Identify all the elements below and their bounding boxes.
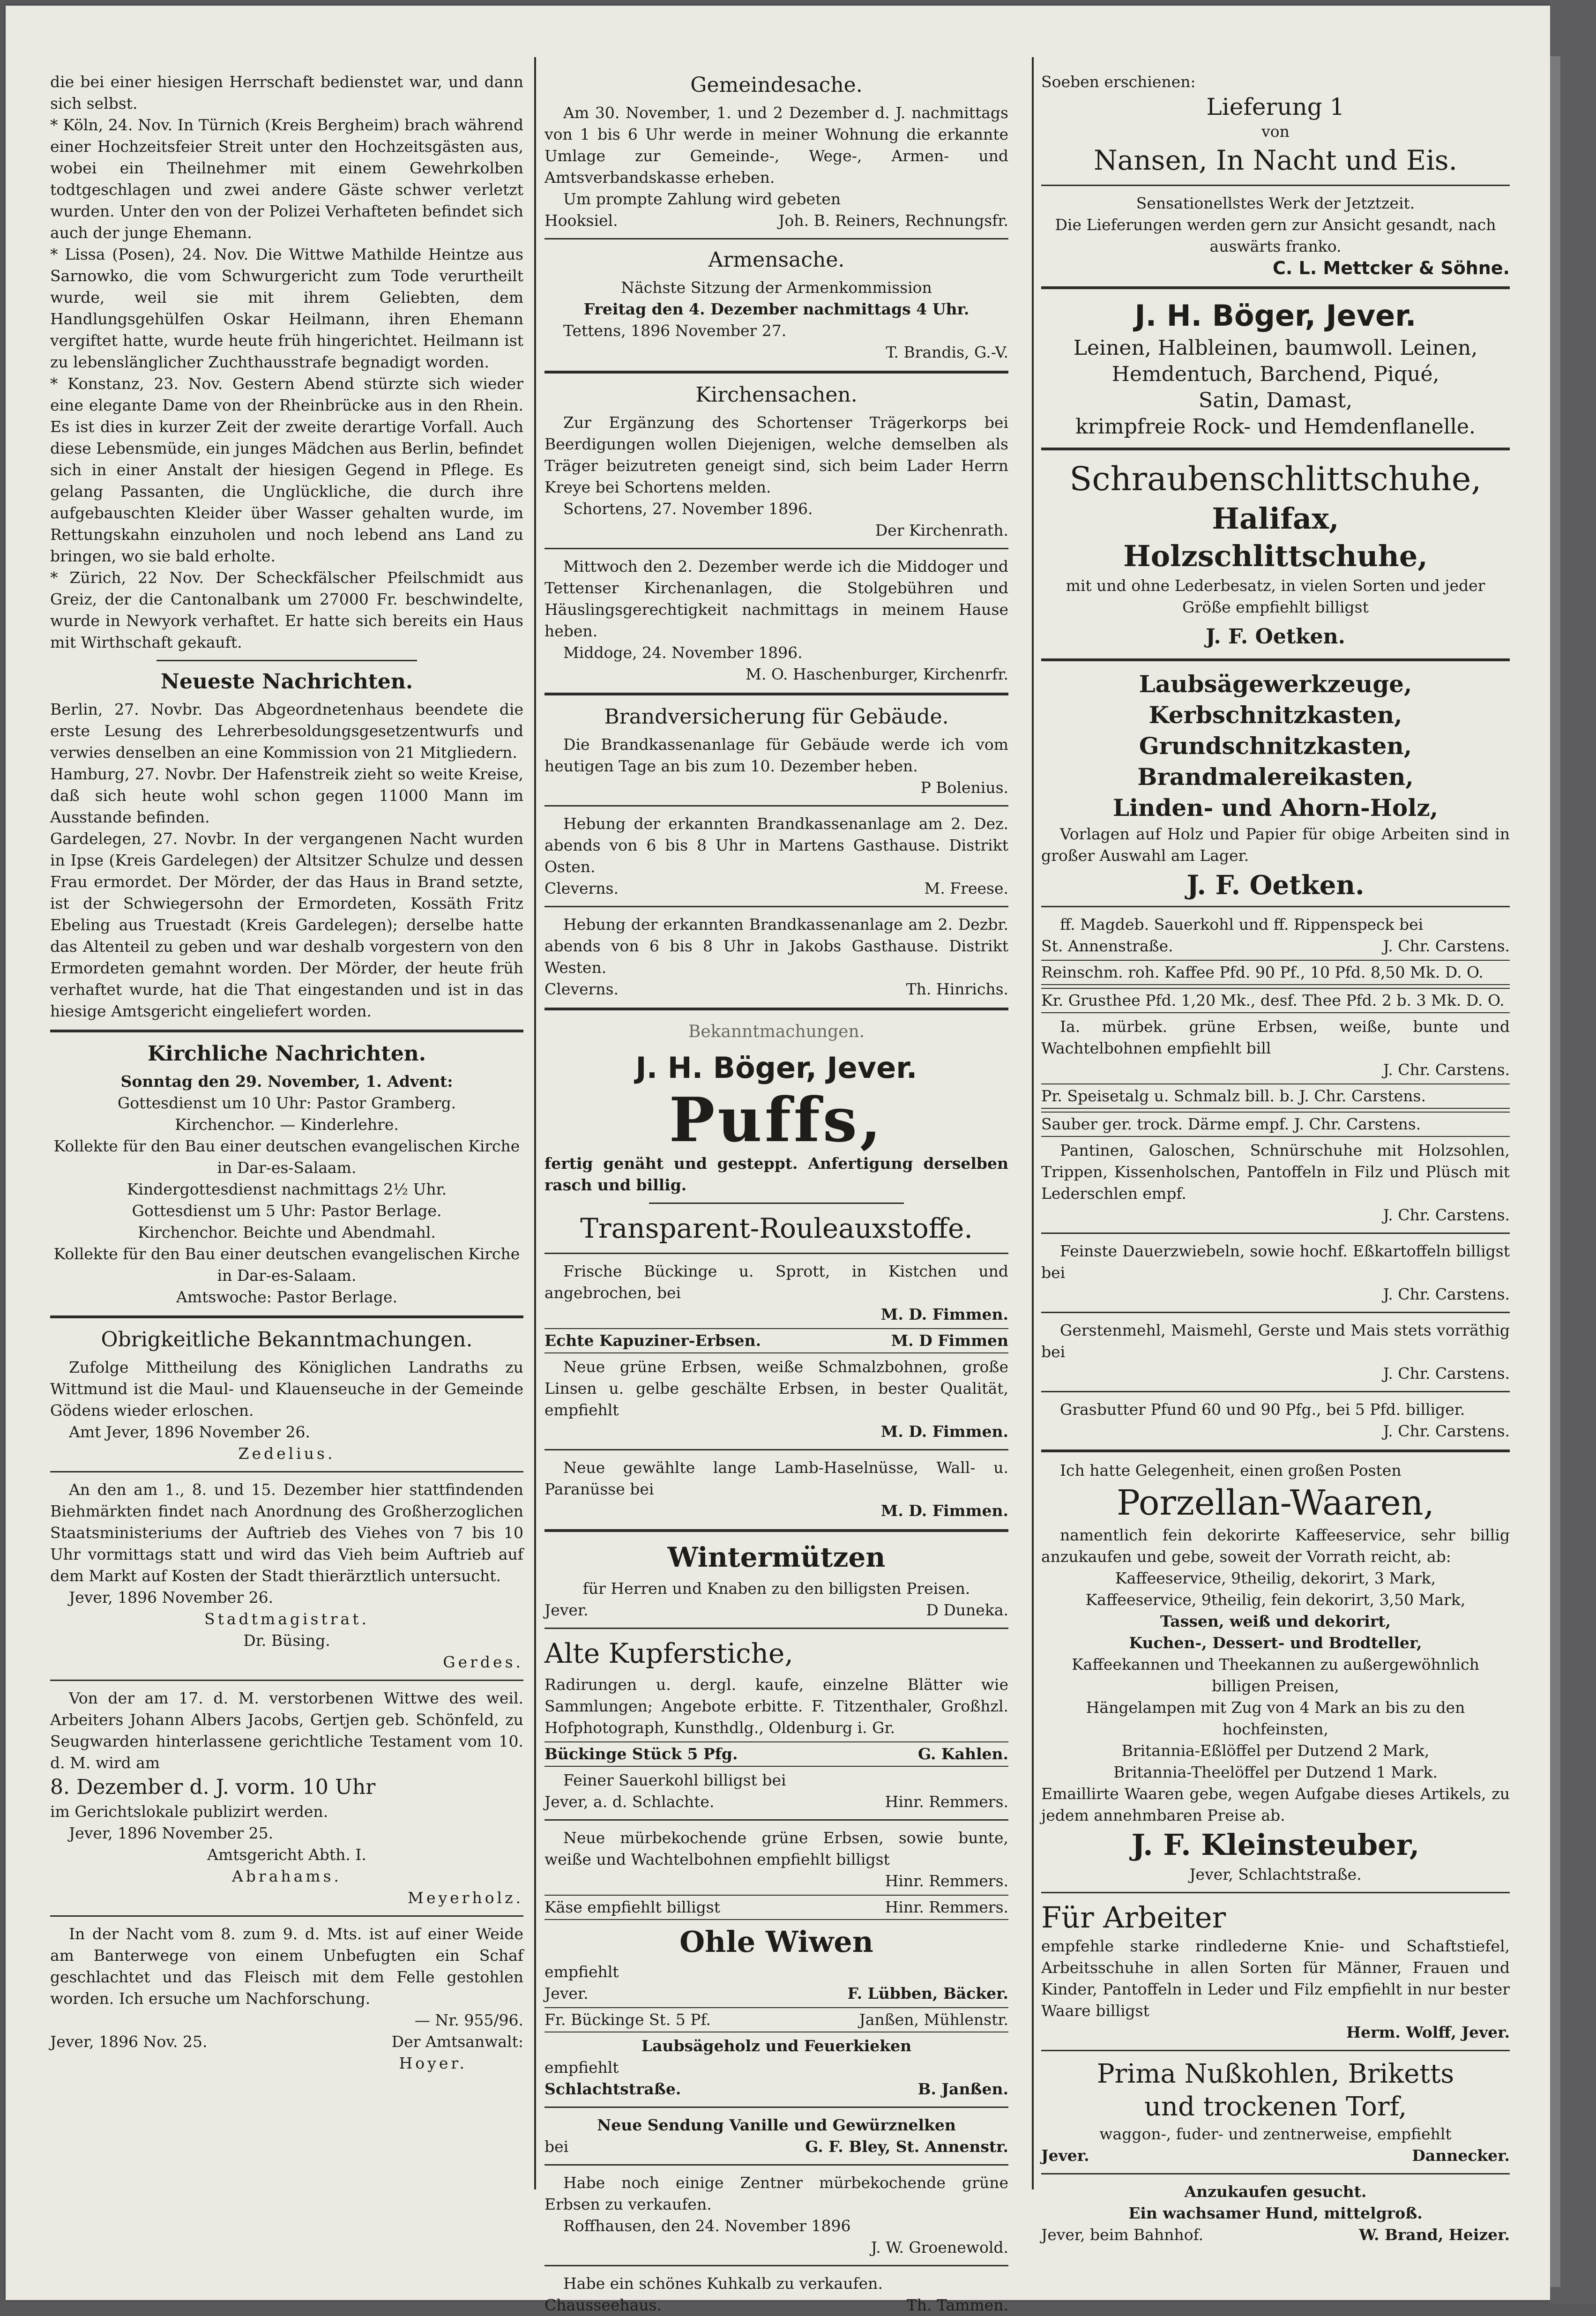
ad-place: Jever, beim Bahnhof. — [1041, 2226, 1204, 2244]
news-item: Hamburg, 27. Novbr. Der Hafenstreik zieht so weite Kreise, daß sich heute wohl schon gegen 11000 Mann im Ausstande befinden. — [50, 765, 523, 826]
ad-footer — [1041, 2224, 1510, 2246]
ad-text: Frische Bückinge u. Sprott, in Kistchen und angebrochen, bei — [544, 1262, 1008, 1302]
divider — [50, 1680, 523, 1681]
notice-signature: Dr. Büsing. — [243, 1631, 330, 1650]
notice-footer — [544, 878, 1008, 899]
ad-signature: J. F. Kleinsteuber, — [1131, 1828, 1420, 1862]
price-item: Kuchen-, Dessert- und Brodteller, — [1129, 1634, 1422, 1652]
ad-text: Sensationellstes Werk der Jetztzeit. — [1136, 194, 1415, 212]
ad-signature: F. Lübben, Bäcker. — [847, 1984, 1008, 2002]
ad-signature: J. Chr. Carstens. — [1383, 1364, 1510, 1382]
ad-text: Pr. Speisetalg u. Schmalz bill. b. J. Chr. Carstens. — [1041, 1083, 1510, 1109]
ad-place: Jever, a. d. Schlachte. — [544, 1793, 715, 1811]
ad-signature: Th. Tammen. — [906, 2296, 1008, 2314]
ad-signature: Hinr. Remmers. — [885, 1872, 1008, 1890]
ad-row — [544, 1895, 1008, 1920]
ad-text: ff. Magdeb. Sauerkohl und ff. Rippenspeck bei — [1060, 915, 1424, 934]
divider — [544, 2265, 1008, 2266]
notice-emphasis: Freitag den 4. Dezember nachmittags 4 Uhr. — [583, 300, 970, 318]
divider — [1041, 906, 1510, 907]
notice-text: Nächste Sitzung der Armenkommission — [621, 278, 932, 297]
divider — [1041, 448, 1510, 450]
ad-date: Roffhausen, den 24. November 1896 — [563, 2217, 851, 2235]
ad-text: waggon-, fuder- und zentnerweise, empfiehlt — [1099, 2125, 1452, 2143]
ad-text: Habe noch einige Zentner mürbekochende grüne Erbsen zu verkaufen. — [544, 2174, 1008, 2213]
price-item: Britannia-Theelöffel per Dutzend 1 Mark. — [1113, 1763, 1438, 1781]
ad-text: Radirungen u. dergl. kaufe, einzelne Blätter wie Sammlungen; Angebote erbitte. F. Titzenthaler, Großhzl. Hofphotograph, Kunsthdlg., Oldenburg i. Gr. — [544, 1675, 1008, 1737]
divider — [544, 238, 1008, 239]
ad-text: Gerstenmehl, Maismehl, Gerste und Mais stets vorräthig bei — [1041, 1321, 1510, 1361]
ad-headline: Laubsägeholz und Feuerkieken — [641, 2037, 912, 2055]
divider — [544, 693, 1008, 695]
divider — [544, 2164, 1008, 2166]
divider — [544, 1449, 1008, 1450]
church-line: Gottesdienst um 10 Uhr: Pastor Gramberg. — [117, 1094, 456, 1112]
notice-text: im Gerichtslokale publizirt werden. — [50, 1802, 328, 1821]
notice-signature: Joh. B. Reiners, Rechnungsfr. — [778, 211, 1008, 230]
notice-signature: Th. Hinrichs. — [906, 980, 1008, 998]
ad-text: Neue mürbekochende grüne Erbsen, sowie bunte, weiße und Wachtelbohnen empfiehlt billigst — [544, 1829, 1008, 1868]
ad-text: Käse empfiehlt billigst — [544, 1898, 720, 1916]
ad-text: Die Lieferungen werden gern zur Ansicht gesandt, nach auswärts franko. — [1055, 216, 1496, 255]
ad-place: Chausseehaus. — [544, 2296, 662, 2314]
divider — [1041, 1449, 1510, 1452]
ad-text: Neue Sendung Vanille und Gewürznelken — [597, 2116, 956, 2134]
ad-text: Ein wachsamer Hund, mittelgroß. — [1128, 2204, 1423, 2222]
notice-place: Cleverns. — [544, 879, 619, 897]
divider — [544, 906, 1008, 907]
notice-signature: Zedelius. — [238, 1444, 336, 1463]
ad-place: Jever. — [1041, 2146, 1089, 2165]
ad-headline: Grundschnitzkasten, — [1139, 732, 1412, 760]
advertiser-name: J. H. Böger, Jever. — [1134, 299, 1417, 333]
ad-signature: M. D Fimmen — [891, 1331, 1008, 1350]
section-heading: Kirchliche Nachrichten. — [147, 1042, 426, 1066]
ad-row — [544, 1328, 1008, 1353]
ad-text: Vorlagen auf Holz und Papier für obige Arbeiten sind in großer Auswahl am Lager. — [1041, 825, 1510, 865]
notice-date: Amt Jever, 1896 November 26. — [69, 1423, 311, 1441]
divider — [544, 2107, 1008, 2108]
ad-signature: Herm. Wolff, Jever. — [1346, 2023, 1510, 2041]
notice-footer — [544, 210, 1008, 232]
price-item: Britannia-Eßlöffel per Dutzend 2 Mark, — [1121, 1741, 1430, 1760]
ad-signature: D Duneka. — [926, 1601, 1008, 1619]
ad-text: Neue grüne Erbsen, weiße Schmalzbohnen, große Linsen u. gelbe geschälte Erbsen, in bester Qualität, empfiehlt — [544, 1358, 1008, 1419]
ad-headline: Holzschlittschuhe, — [1123, 539, 1428, 573]
divider — [1041, 1391, 1510, 1392]
divider — [50, 1471, 523, 1472]
ad-signature: B. Janßen. — [917, 2080, 1008, 2098]
notice-date: Middoge, 24. November 1896. — [563, 643, 803, 662]
ad-signature: J. Chr. Carstens. — [1383, 1285, 1510, 1303]
ad-signature: J. W. Groenewold. — [871, 2238, 1008, 2256]
ad-signature: Dannecker. — [1412, 2146, 1510, 2165]
church-line: Kirchenchor. — Kinderlehre. — [175, 1115, 399, 1134]
notice-authority: Der Amtsanwalt: — [391, 2032, 523, 2051]
ad-text: bei — [544, 2137, 569, 2156]
ad-text: Feinste Dauerzwiebeln, sowie hochf. Eßkartoffeln billigst bei — [1041, 1242, 1510, 1282]
notice-text: Zur Ergänzung des Schortenser Trägerkorps bei Beerdigungen wollen Diejenigen, welche demselben als Träger beizutreten geneigt sind, sich beim Lader Herrn Kreye bei Schortens melden. — [544, 413, 1008, 496]
divider — [544, 1008, 1008, 1010]
divider — [544, 548, 1008, 549]
ad-signature: J. F. Oetken. — [1206, 625, 1345, 649]
notice-text: Am 30. November, 1. und 2 Dezember d. J. nachmittags von 1 bis 6 Uhr werde in meiner Wohnung die erkannte Umlage zur Gemeinde-, Wege-, Armen- und Amtsverbandskasse erheben. — [544, 104, 1008, 187]
notice-signature: Meyerholz. — [408, 1889, 523, 1907]
column-1 — [50, 71, 523, 2274]
news-item: Gardelegen, 27. Novbr. In der vergangenen Nacht wurden in Ipse (Kreis Gardelegen) der Altsitzer Schulze und dessen Frau ermordet. Der Mörder, der das Haus in Brand setzte, ist der Schwiegersohn der Ermordeten, Kossäth Fritz Ebeling aus Truestadt (Kreis Gardelegen); derselbe hatte das Altenteil zu geben und war deshalb vorgestern von den Ermordeten gemahnt worden. Der Mörder, der heute früh verhaftet wurde, hat die That eingestanden und ist in das hiesige Amtsgericht eingeliefert worden. — [50, 829, 523, 1020]
divider — [1041, 2173, 1510, 2174]
ad-footer — [544, 2078, 1008, 2100]
notice-signature: Der Kirchenrath. — [875, 521, 1008, 539]
price-item: Kaffeeservice, 9theilig, dekorirt, 3 Mark, — [1115, 1569, 1436, 1587]
divider — [544, 1628, 1008, 1629]
notice-signature: Gerdes. — [443, 1653, 523, 1671]
news-item: die bei einer hiesigen Herrschaft bedienstet war, und dann sich selbst. — [50, 73, 523, 112]
notice-footer — [50, 2031, 523, 2053]
section-heading: Brandversicherung für Gebäude. — [604, 705, 949, 729]
church-line: Amtswoche: Pastor Berlage. — [176, 1288, 397, 1306]
ad-footer — [544, 2294, 1008, 2316]
ad-signature: M. D. Fimmen. — [880, 1422, 1008, 1441]
ad-headline: Lieferung 1 — [1206, 93, 1345, 120]
notice-text: In der Nacht vom 8. zum 9. d. Mts. ist auf einer Weide am Banterwege von einem Unbefugten ein Schaf geschlachtet und das Fleisch mit dem Felle gestohlen worden. Ich ersuche um Nachforschung. — [50, 1925, 523, 2008]
column-rule — [1032, 57, 1034, 2189]
notice-date: Schortens, 27. November 1896. — [563, 500, 813, 518]
ad-signature: Janßen, Mühlenstr. — [859, 2010, 1008, 2029]
ad-text: von — [1261, 122, 1290, 141]
news-item: * Konstanz, 23. Nov. Gestern Abend stürzte sich wieder eine elegante Dame von der Rheinbrücke aus in den Rhein. Es ist dies in kurzer Zeit der zweite derartige Vorfall. Auch diese Lebensmüde, ein junges Mädchen aus Berlin, befindet sich in einer Anstalt der hiesigen Gegend in Pflege. Es gelang Passanten, die Unglückliche, die durch ihre aufgebauschten Kleider über Wasser gehalten wurde, im Rettungskahn einzuholen und noch lebend ans Land zu bringen, wo sie bald erholte. — [50, 374, 523, 565]
ad-signature: J. F. Oetken. — [1186, 870, 1365, 901]
divider — [1041, 2050, 1510, 2051]
ad-text: Soeben erschienen: — [1041, 73, 1196, 91]
divider — [50, 1030, 523, 1032]
ad-headline: Nansen, In Nacht und Eis. — [1094, 144, 1457, 176]
divider — [1041, 1892, 1510, 1893]
church-line: Kollekte für den Bau einer deutschen evangelischen Kirche in Dar-es-Salaam. — [53, 1137, 520, 1177]
ad-text: Reinschm. roh. Kaffee Pfd. 90 Pf., 10 Pfd. 8,50 Mk. D. O. — [1041, 960, 1510, 985]
ad-headline: Transparent-Rouleauxstoffe. — [580, 1212, 973, 1244]
notice-signature: M. Freese. — [924, 879, 1008, 897]
section-heading: Armensache. — [708, 248, 845, 272]
ad-text: Pantinen, Galoschen, Schnürschuhe mit Holzsohlen, Trippen, Kissenholschen, Pantoffeln in Filz und Plüsch mit Lederschlen empf. — [1041, 1141, 1510, 1203]
ad-text: für Herren und Knaben zu den billigsten Preisen. — [582, 1579, 970, 1598]
section-heading: Bekanntmachungen. — [688, 1022, 865, 1041]
divider — [544, 371, 1008, 374]
column-2 — [544, 71, 1008, 2314]
notice-footer — [544, 979, 1008, 1000]
ad-text: empfehle starke rindlederne Knie- und Schaftstiefel, Arbeitsschuhe in allen Sorten für Männer, Frauen und Kinder, Pantoffeln in Leder und Filz empfiehlt in nur bester Waare billigst — [1041, 1937, 1510, 2020]
ad-headline: Alte Kupferstiche, — [544, 1637, 793, 1669]
ad-text: Hemdentuch, Barchend, Piqué, — [1111, 362, 1439, 386]
ad-text: empfiehlt — [544, 1963, 619, 1981]
notice-text: Die Brandkassenanlage für Gebäude werde ich vom heutigen Tage an bis zum 10. Dezember heben. — [544, 735, 1008, 775]
ad-signature: M. D. Fimmen. — [880, 1502, 1008, 1520]
ad-text: mit und ohne Lederbesatz, in vielen Sorten und jeder Größe empfiehlt billigst — [1066, 576, 1485, 616]
ad-footer — [544, 1599, 1008, 1621]
ad-text: Habe ein schönes Kuhkalb zu verkaufen. — [563, 2274, 883, 2293]
notice-text: Hebung der erkannten Brandkassenanlage am 2. Dez. abends von 6 bis 8 Uhr in Martens Gasthause. Distrikt Osten. — [544, 814, 1008, 876]
advertiser-name: J. H. Böger, Jever. — [635, 1051, 917, 1085]
ad-signature: M. D. Fimmen. — [880, 1305, 1008, 1323]
ad-headline: Halifax, — [1212, 501, 1339, 536]
ad-headline: Schraubenschlittschuhe, — [1069, 460, 1482, 498]
ad-signature: G. F. Bley, St. Annenstr. — [805, 2137, 1008, 2156]
divider — [649, 1203, 904, 1204]
church-line: Sonntag den 29. November, 1. Advent: — [120, 1072, 453, 1091]
divider — [1041, 658, 1510, 661]
price-item: Tassen, weiß und dekorirt, — [1160, 1612, 1391, 1630]
ad-footer — [544, 1983, 1008, 2004]
divider — [1041, 1233, 1510, 1234]
divider — [544, 1819, 1008, 1821]
divider — [544, 1253, 1008, 1254]
notice-place: Hooksiel. — [544, 211, 618, 230]
news-item: * Köln, 24. Nov. In Türnich (Kreis Bergheim) brach während einer Hochzeitsfeier Streit unter den Hochzeitsgästen aus, wobei ein Theilnehmer mit einem Gewehrkolben todtgeschlagen und zwei andere Gäste schwer verletzt wurden. Unter den von der Polizei Verhafteten befindet sich auch der junge Ehemann. — [50, 116, 523, 242]
notice-emphasis: 8. Dezember d. J. vorm. 10 Uhr — [50, 1775, 376, 1799]
ad-signature: J. Chr. Carstens. — [1383, 1422, 1510, 1440]
column-rule — [534, 57, 536, 2189]
ad-text: Grasbutter Pfund 60 und 90 Pfg., bei 5 Pfd. billiger. — [1060, 1400, 1465, 1419]
notice-signature: P Bolenius. — [920, 778, 1008, 797]
ad-signature: J. Chr. Carstens. — [1383, 1206, 1510, 1224]
ad-text: Leinen, Halbleinen, baumwoll. Leinen, — [1073, 336, 1478, 360]
notice-signature: Hoyer. — [399, 2054, 467, 2072]
ad-signature: Hinr. Remmers. — [885, 1898, 1008, 1916]
section-heading: Neueste Nachrichten. — [160, 670, 413, 694]
ad-headline: Kerbschnitzkasten, — [1149, 701, 1402, 729]
notice-text: An den am 1., 8. und 15. Dezember hier stattfindenden Biehmärkten findet nach Anordnung des Großherzoglichen Staatsministeriums der Auftrieb des Viehes von 7 bis 10 Uhr vormittags statt und wird das Vieh beim Auftrieb auf dem Markt auf Kosten der Stadt thierärztlich untersucht. — [50, 1480, 523, 1585]
ad-place: Jever. — [544, 1984, 589, 2002]
news-item: Berlin, 27. Novbr. Das Abgeordnetenhaus beendete die erste Lesung des Lehrerbesoldungsgesetzentwurfs und verwies denselben an eine Kommission von 21 Mitgliedern. — [50, 700, 523, 762]
ad-footer — [544, 1791, 1008, 1813]
ad-text: Fr. Bückinge St. 5 Pf. — [544, 2010, 711, 2029]
ad-signature: W. Brand, Heizer. — [1359, 2226, 1510, 2244]
ad-headline: und trockenen Torf, — [1144, 2092, 1407, 2122]
notice-text: Um prompte Zahlung wird gebeten — [563, 190, 841, 208]
ad-row — [544, 2007, 1008, 2032]
ad-headline: Anzukaufen gesucht. — [1184, 2182, 1367, 2201]
ad-text: Ich hatte Gelegenheit, einen großen Posten — [1060, 1461, 1402, 1479]
section-heading: Gemeindesache. — [690, 73, 863, 97]
ad-signature: Hinr. Remmers. — [885, 1793, 1008, 1811]
ad-text: Feiner Sauerkohl billigst bei — [563, 1771, 786, 1789]
section-heading: Obrigkeitliche Bekanntmachungen. — [101, 1328, 473, 1352]
notice-date: Jever, 1896 November 25. — [69, 1824, 274, 1842]
column-3 — [1041, 71, 1510, 2274]
ad-place: Jever, Schlachtstraße. — [1189, 1865, 1362, 1883]
notice-text: Mittwoch den 2. Dezember werde ich die Middoger und Tettenser Kirchenanlagen, die Stolgebühren und Häuslingsgerechtigkeit nachmittags in meinem Hause heben. — [544, 557, 1008, 640]
divider — [1041, 286, 1510, 289]
divider — [50, 1915, 523, 1917]
ad-text: Bückinge Stück 5 Pfg. — [544, 1745, 738, 1763]
ad-signature: J. Chr. Carstens. — [1383, 937, 1510, 955]
divider — [544, 1529, 1008, 1532]
ad-headline: Prima Nußkohlen, Briketts — [1096, 2059, 1454, 2089]
section-heading: Kirchensachen. — [695, 383, 858, 407]
notice-date: Tettens, 1896 November 27. — [563, 321, 787, 340]
church-line: Gottesdienst um 5 Uhr: Pastor Berlage. — [132, 1202, 442, 1220]
divider — [50, 1315, 523, 1318]
ad-headline: Linden- und Ahorn-Holz, — [1112, 794, 1439, 822]
ad-text: Ia. mürbek. grüne Erbsen, weiße, bunte und Wachtelbohnen empfiehlt bill — [1041, 1017, 1510, 1057]
ad-headline: Wintermützen — [667, 1541, 886, 1573]
ad-text: krimpfreie Rock- und Hemdenflanelle. — [1075, 415, 1476, 439]
notice-date: Jever, 1896 Nov. 25. — [50, 2032, 208, 2051]
notice-date: Jever, 1896 November 26. — [69, 1588, 274, 1606]
ad-place: St. Annenstraße. — [1041, 937, 1173, 955]
ad-signature: J. Chr. Carstens. — [1383, 1061, 1510, 1079]
divider — [157, 660, 417, 661]
price-item: Kaffeekannen und Theekannen zu außergewöhnlich billigen Preisen, — [1072, 1655, 1479, 1695]
notice-authority: Amtsgericht Abth. I. — [207, 1845, 366, 1864]
ad-place: Jever. — [544, 1601, 589, 1619]
price-item: Emaillirte Waaren gebe, wegen Aufgabe dieses Artikels, zu jedem annehmbaren Preise ab. — [1041, 1785, 1510, 1824]
notice-text: Von der am 17. d. M. verstorbenen Wittwe des weil. Arbeiters Johann Albers Jacobs, Gertjen geb. Schönfeld, zu Seugwarden hinterlassene gerichtliche Testament vom 10. d. M. wird am — [50, 1689, 523, 1772]
church-line: Kirchenchor. Beichte und Abendmahl. — [138, 1223, 436, 1241]
notice-number: — Nr. 955/96. — [414, 2011, 523, 2029]
ad-headline: Laubsägewerkzeuge, — [1139, 670, 1412, 698]
divider — [1041, 185, 1510, 186]
ad-headline: Puffs, — [669, 1084, 884, 1156]
ad-text: empfiehlt — [544, 2058, 619, 2077]
notice-signature: M. O. Haschenburger, Kirchenrfr. — [746, 665, 1008, 683]
news-item: * Lissa (Posen), 24. Nov. Die Wittwe Mathilde Heintze aus Sarnowko, die vom Schwurgericht zum Tode verurtheilt wurde, weil sie mit ihrem Geliebten, dem Handlungsgehülfen Oskar Heilmann, ihren Ehemann vergiftet hatte, wurde heute früh hingerichtet. Heilmann ist zu lebenslänglicher Zuchthausstrafe begnadigt worden. — [50, 245, 523, 371]
ad-headline: Brandmalereikasten, — [1137, 763, 1414, 791]
ad-signature: G. Kahlen. — [917, 1745, 1008, 1763]
ad-footer — [1041, 935, 1510, 957]
page-stack-edge — [1550, 56, 1560, 2287]
ad-place: Schlachtstraße. — [544, 2080, 681, 2098]
ad-footer — [544, 2136, 1008, 2158]
notice-place: Cleverns. — [544, 980, 619, 998]
divider — [1041, 1312, 1510, 1313]
news-item: * Zürich, 22 Nov. Der Scheckfälscher Pfeilschmidt aus Greiz, der die Cantonalbank um 27000 Fr. beschwindelte, wurde in Newyork verhaftet. Er hatte sich bereits ein Haus mit Wirthschaft gekauft. — [50, 568, 523, 651]
divider — [544, 805, 1008, 807]
newspaper-page — [6, 6, 1550, 2314]
ad-footer — [1041, 2145, 1510, 2167]
ad-text: Kr. Grusthee Pfd. 1,20 Mk., desf. Thee Pfd. 2 b. 3 Mk. D. O. — [1041, 988, 1510, 1013]
ad-text: namentlich fein dekorirte Kaffeeservice, sehr billig anzukaufen und gebe, soweit der Vorrath reicht, ab: — [1041, 1526, 1510, 1566]
church-line: Kindergottesdienst nachmittags 2½ Uhr. — [127, 1180, 447, 1198]
ad-headline: Porzellan-Waaren, — [1117, 1483, 1434, 1523]
notice-text: Zufolge Mittheilung des Königlichen Landraths zu Wittmund ist die Maul- und Klauenseuche in der Gemeinde Gödens wieder erloschen. — [50, 1358, 523, 1419]
ad-text: Satin, Damast, — [1198, 388, 1353, 412]
notice-text: Hebung der erkannten Brandkassenanlage am 2. Dezbr. abends von 6 bis 8 Uhr in Jakobs Gasthause. Distrikt Westen. — [544, 915, 1008, 977]
price-item: Hängelampen mit Zug von 4 Mark an bis zu den hochfeinsten, — [1086, 1698, 1465, 1738]
ad-text: Sauber ger. trock. Därme empf. J. Chr. Carstens. — [1041, 1112, 1510, 1137]
notice-authority: Stadtmagistrat. — [204, 1610, 369, 1628]
price-item: Kaffeeservice, 9theilig, fein dekorirt, 3,50 Mark, — [1085, 1591, 1466, 1609]
notice-signature: Abrahams. — [231, 1867, 342, 1885]
ad-text: Echte Kapuziner-Erbsen. — [544, 1331, 761, 1350]
church-line: Kollekte für den Bau einer deutschen evangelischen Kirche in Dar-es-Salaam. — [53, 1245, 520, 1285]
ad-text: Neue gewählte lange Lamb-Haselnüsse, Wall- u. Paranüsse bei — [544, 1458, 1008, 1498]
ad-headline: Ohle Wiwen — [679, 1925, 873, 1959]
ad-row — [544, 1741, 1008, 1767]
ad-text: fertig genäht und gesteppt. Anfertigung derselben rasch und billig. — [544, 1154, 1008, 1194]
ad-headline: Für Arbeiter — [1041, 1900, 1226, 1935]
ad-signature: C. L. Mettcker & Söhne. — [1272, 258, 1510, 278]
notice-signature: T. Brandis, G.-V. — [886, 343, 1008, 361]
